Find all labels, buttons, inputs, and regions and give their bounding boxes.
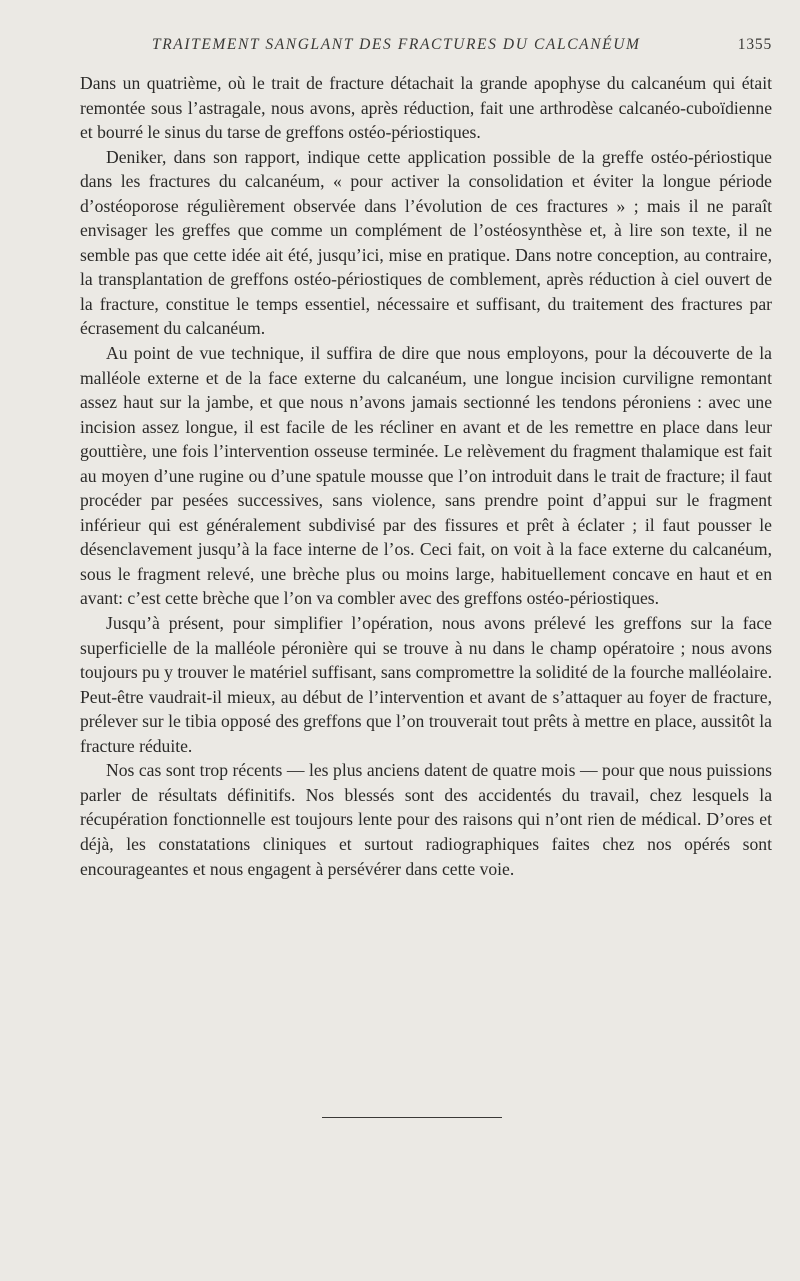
- paragraph-2: Deniker, dans son rapport, indique cette application possible de la greffe ostéo-périostique dans les fractures du calcanéum, « pour activer la consolidation et éviter la longue période d’ostéoporose régulièrement observée dans l’évolution de ces fractures » ; mais il ne paraît envisager les greffes que comme un complément de l’ostéosynthèse et, à lire son texte, il ne semble pas que cette idée ait été, jusqu’ici, mise en pratique. Dans notre conception, au contraire, la transplantation de greffons ostéo-périostiques de comblement, après réduction à ciel ouvert de la fracture, constitue le temps essentiel, nécessaire et suffisant, du traitement des fractures par écrasement du calcanéum.: [80, 146, 772, 339]
- paragraph-3: Au point de vue technique, il suffira de dire que nous employons, pour la découverte de la malléole externe et de la face externe du calcanéum, une longue incision curviligne remontant assez haut sur la jambe, et que nous n’avons jamais sectionné les tendons péroniens : avec une incision assez longue, il est facile de les récliner en avant et de les remettre en place dans leur gouttière, une fois l’intervention osseuse terminée. Le relèvement du fragment thalamique est fait au moyen d’une rugine ou d’une spatule mousse que l’on introduit dans le trait de fracture; il faut procéder par pesées successives, sans violence, sans prendre point d’appui sur le fragment inférieur qui est généralement subdivisé par des fissures et prêt à éclater ; il faut pousser le désenclavement jusqu’à la face interne de l’os. Ceci fait, on voit à la face externe du calcanéum, sous le fragment relevé, une brèche plus ou moins large, habituellement concave en haut et en avant: c’est cette brèche que l’on va combler avec des greffons ostéo-périostiques.: [80, 343, 772, 609]
- running-header: [0, 36, 800, 58]
- paragraph-4: Jusqu’à présent, pour simplifier l’opération, nous avons prélevé les greffons sur la face superficielle de la malléole péronière qui se trouve à nu dans le champ opératoire ; nous avons toujours pu y trouver le matériel suffisant, sans compromettre la solidité de la fourche malléolaire. Peut-être vaudrait-il mieux, au début de l’intervention et avant de s’attaquer au foyer de fracture, prélever sur le tibia opposé des greffons que l’on trouverait tout prêts à mettre en place, aussitôt la fracture réduite.: [80, 613, 772, 756]
- paragraph-5: Nos cas sont trop récents — les plus anciens datent de quatre mois — pour que nous puissions parler de résultats définitifs. Nos blessés sont des accidentés du travail, chez lesquels la récupération fonctionnelle est toujours lente pour des raisons qui n’ont rien de médical. D’ores et déjà, les constatations cliniques et surtout radiographiques faites chez nos opérés sont encourageantes et nous engagent à persévérer dans cette voie.: [80, 760, 772, 879]
- section-end-rule: [322, 1117, 502, 1118]
- running-title: TRAITEMENT SANGLANT DES FRACTURES DU CALCANÉUM: [152, 36, 641, 53]
- paragraph-1: Dans un quatrième, où le trait de fracture détachait la grande apophyse du calcanéum qui était remontée sous l’astragale, nous avons, après réduction, fait une arthrodèse calcanéo-cuboïdienne et bourré le sinus du tarse de greffons ostéo-périostiques.: [80, 73, 772, 143]
- body-text: [80, 71, 772, 881]
- page-number: 1355: [737, 36, 772, 53]
